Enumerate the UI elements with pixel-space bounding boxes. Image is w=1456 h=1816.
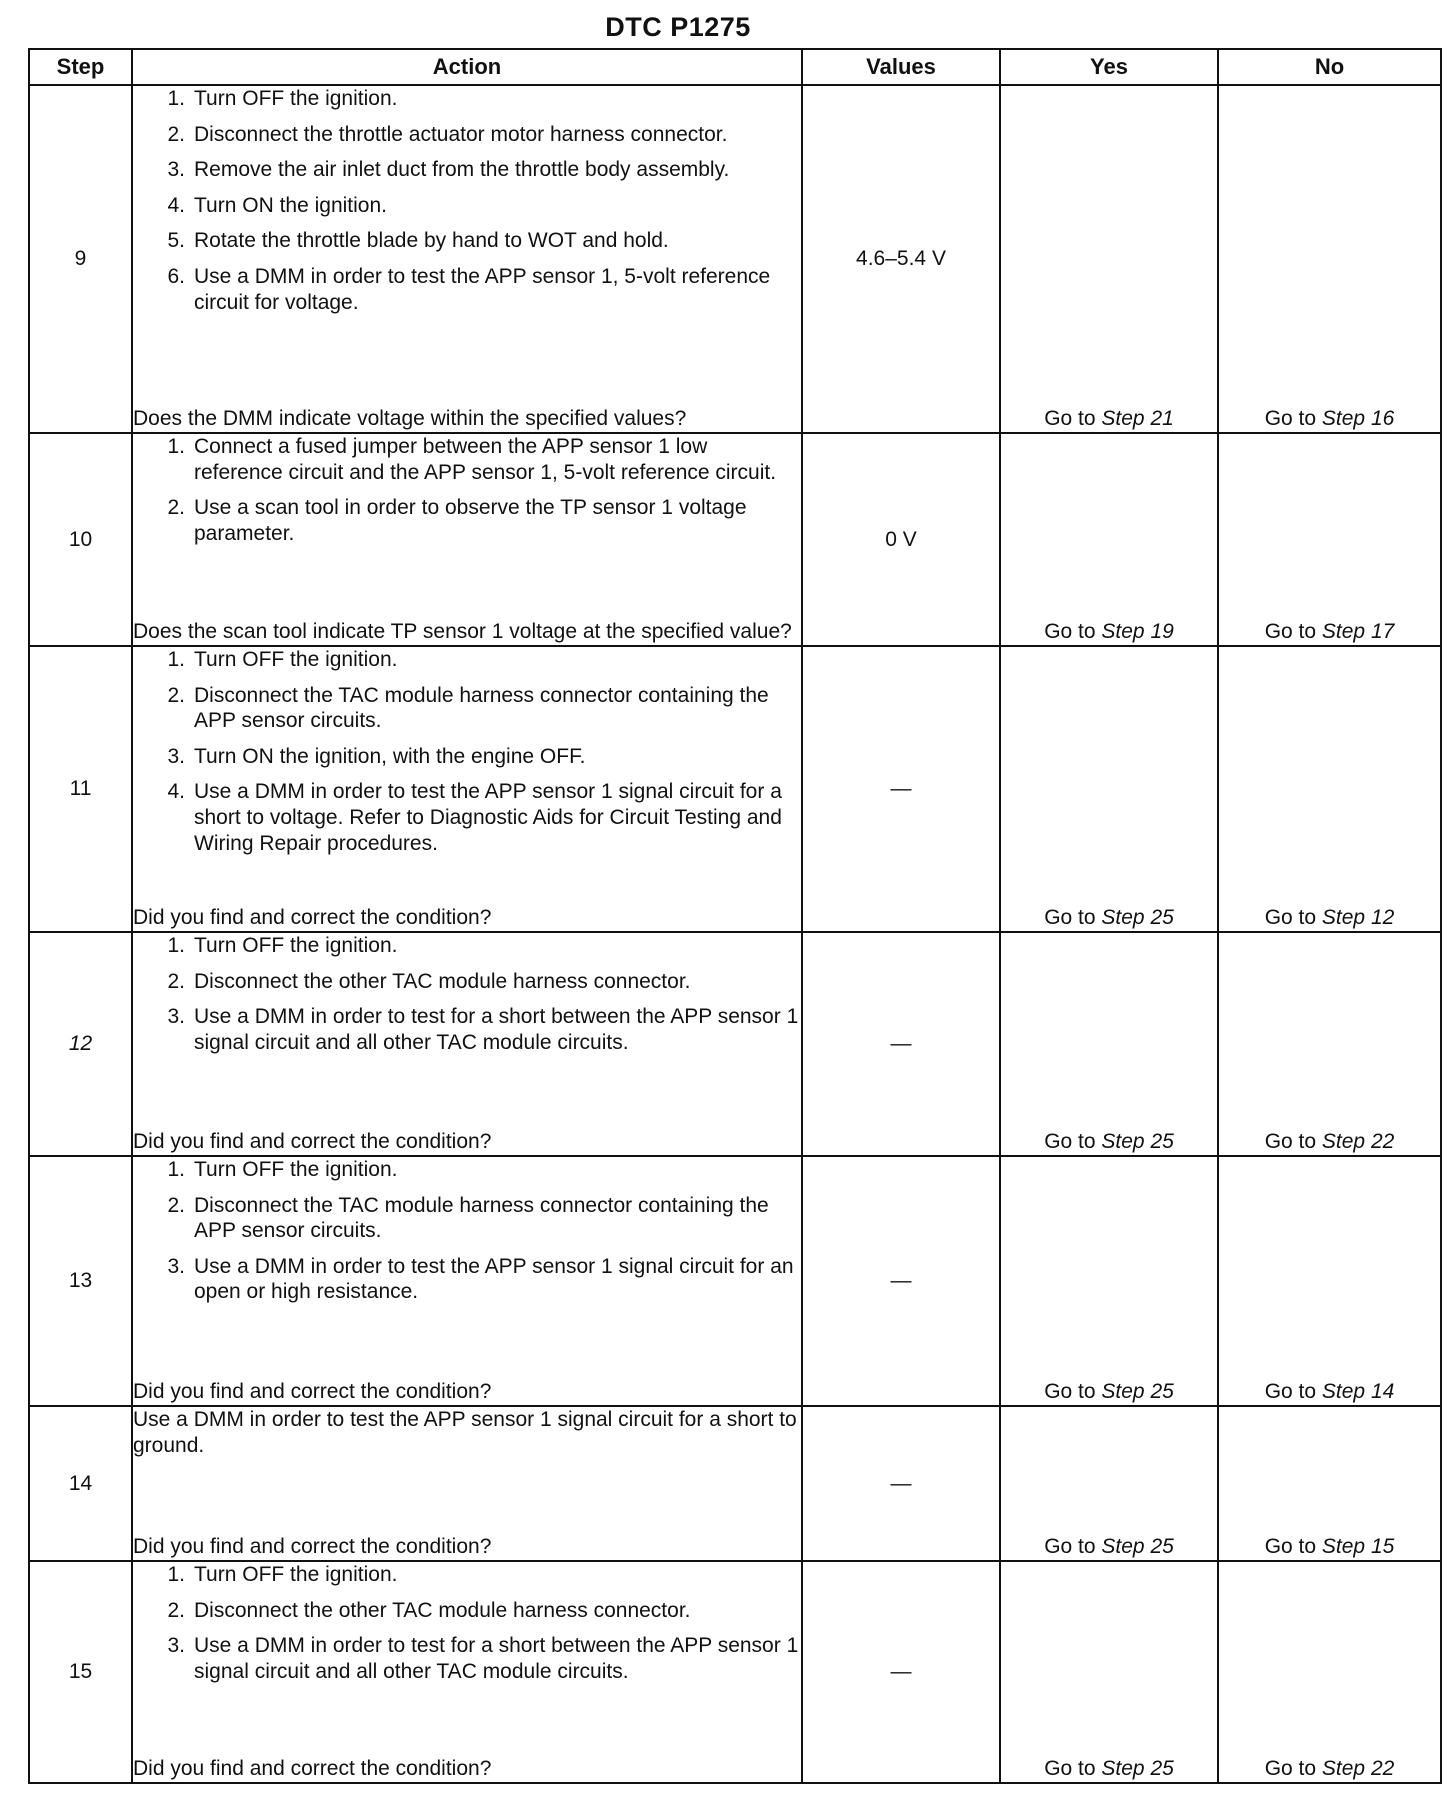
step-number: 12 (29, 932, 132, 1156)
action-step-text: Use a DMM in order to test for a short between the APP sensor 1 signal circuit and all other TAC module circuits. (194, 1634, 799, 1683)
step-number: 10 (29, 433, 132, 646)
action-step-text: Turn ON the ignition. (194, 193, 387, 217)
value-cell: — (802, 1406, 1000, 1561)
document-title: DTC P1275 (605, 12, 751, 42)
goto-step-link: Step 22 (1321, 1130, 1395, 1154)
action-step-text: Connect a fused jumper between the APP sensor 1 low reference circuit and the APP sensor 1, 5-volt reference circuit. (194, 435, 777, 484)
yes-goto (1000, 646, 1218, 932)
step-number: 9 (29, 85, 132, 433)
goto-step-link: Step 25 (1101, 1380, 1174, 1404)
action-step-number: 3. (167, 1634, 185, 1658)
action-step-text: Turn OFF the ignition. (194, 87, 398, 110)
goto-step-link: Step 25 (1101, 1757, 1174, 1781)
action-step-text: Use a DMM in order to test the APP sensor 1 signal circuit for an open or high resistance. (194, 1254, 794, 1304)
value-cell: — (802, 932, 1000, 1156)
action-question: Did you find and correct the condition? (133, 1757, 492, 1781)
value-cell: — (802, 1561, 1000, 1783)
no-goto (1218, 433, 1441, 646)
value-cell: 0 V (802, 433, 1000, 646)
action-cell (132, 1406, 802, 1561)
yes-goto (1000, 1561, 1218, 1783)
action-step-number: 3. (167, 1254, 185, 1278)
goto-step-link: Step 19 (1101, 620, 1174, 644)
goto-step-link: Step 17 (1321, 620, 1395, 644)
value-cell: — (802, 646, 1000, 932)
action-content (133, 1157, 801, 1405)
action-step-text: Turn OFF the ignition. (194, 934, 398, 957)
goto-prefix: Go to (1264, 1380, 1317, 1404)
goto-step-link: Step 25 (1101, 906, 1174, 930)
step-number: 14 (29, 1406, 132, 1561)
table-row (29, 433, 1441, 646)
goto-step-link: Step 25 (1101, 1535, 1174, 1559)
action-step-number: 5. (167, 229, 185, 253)
action-step-number: 2. (167, 683, 185, 707)
action-cell (132, 932, 802, 1156)
yes-goto (1000, 932, 1218, 1156)
action-step (133, 744, 801, 770)
action-step-text: Disconnect the TAC module harness connector containing the APP sensor circuits. (194, 1193, 769, 1243)
action-step-number: 2. (167, 1598, 185, 1622)
action-step (133, 1157, 801, 1183)
no-goto (1218, 932, 1441, 1156)
action-content (133, 1407, 801, 1560)
action-step (133, 779, 801, 856)
action-step-number: 2. (167, 969, 185, 993)
action-step-text: Use a DMM in order to test for a short between the APP sensor 1 signal circuit and all other TAC module circuits. (194, 1005, 799, 1054)
action-cell (132, 433, 802, 646)
goto-prefix: Go to (1044, 906, 1096, 930)
action-step (133, 1254, 801, 1305)
table-body (29, 85, 1441, 1783)
action-step-number: 1. (167, 1563, 185, 1586)
action-cell (132, 1156, 802, 1406)
goto-prefix: Go to (1264, 1535, 1317, 1559)
action-content (133, 434, 801, 645)
no-goto (1218, 85, 1441, 433)
action-question: Does the DMM indicate voltage within the specified values? (133, 407, 687, 431)
step-number: 11 (29, 646, 132, 932)
header-yes: Yes (1000, 49, 1218, 85)
action-step-text: Disconnect the other TAC module harness connector. (194, 1598, 691, 1622)
diagnostic-table (28, 48, 1442, 1784)
action-step-text: Turn OFF the ignition. (194, 648, 398, 671)
action-steps-list (133, 86, 801, 319)
action-question: Did you find and correct the condition? (133, 1130, 492, 1154)
action-content (133, 933, 801, 1155)
action-step-number: 3. (167, 1005, 185, 1029)
no-goto (1218, 1406, 1441, 1561)
action-step (133, 683, 801, 734)
yes-goto (1000, 433, 1218, 646)
goto-prefix: Go to (1264, 1130, 1317, 1154)
header-action: Action (132, 49, 802, 85)
action-step-number: 1. (167, 435, 185, 458)
action-step-number: 2. (167, 1193, 185, 1217)
action-step-text: Turn ON the ignition, with the engine OFF. (194, 744, 586, 768)
action-steps-list (133, 434, 801, 550)
header-no: No (1218, 49, 1441, 85)
header-values: Values (802, 49, 1000, 85)
action-step-number: 3. (167, 744, 185, 768)
action-step (133, 122, 801, 148)
action-step (133, 86, 801, 112)
no-goto (1218, 1156, 1441, 1406)
goto-step-link: Step 14 (1321, 1380, 1395, 1404)
action-step (133, 969, 801, 995)
action-step-text: Use a scan tool in order to observe the TP sensor 1 voltage parameter. (194, 496, 747, 545)
action-steps-list (133, 1157, 801, 1309)
action-step (133, 1193, 801, 1244)
action-step-number: 2. (167, 496, 185, 520)
action-steps-list (133, 647, 801, 860)
action-step (133, 1633, 801, 1684)
value-cell: — (802, 1156, 1000, 1406)
action-step-number: 4. (167, 780, 185, 804)
step-number: 15 (29, 1561, 132, 1783)
yes-goto (1000, 1156, 1218, 1406)
goto-step-link: Step 21 (1101, 407, 1174, 431)
table-header-row (29, 49, 1441, 85)
table-row (29, 1561, 1441, 1783)
goto-step-link: Step 12 (1321, 906, 1395, 930)
action-step-text: Disconnect the TAC module harness connector containing the APP sensor circuits. (194, 683, 769, 733)
action-text: Use a DMM in order to test the APP sensor 1 signal circuit for a short to ground. (133, 1408, 797, 1457)
action-step (133, 1598, 801, 1624)
action-step (133, 933, 801, 959)
action-content (133, 647, 801, 931)
action-step-text: Use a DMM in order to test the APP sensor 1 signal circuit for a short to voltage. Refer to Diagnostic Aids for Circuit Testing and Wiring Repair procedures. (194, 780, 782, 855)
action-step-number: 6. (167, 265, 185, 289)
action-question: Did you find and correct the condition? (133, 1535, 492, 1559)
no-goto (1218, 646, 1441, 932)
action-step-text: Disconnect the throttle actuator motor harness connector. (194, 122, 728, 146)
action-step-number: 1. (167, 648, 185, 671)
action-cell (132, 85, 802, 433)
action-step-text: Turn OFF the ignition. (194, 1563, 398, 1586)
table-row (29, 1406, 1441, 1561)
action-cell (132, 646, 802, 932)
action-step (133, 1004, 801, 1055)
table-row (29, 646, 1441, 932)
goto-prefix: Go to (1044, 1130, 1096, 1154)
goto-prefix: Go to (1044, 1380, 1096, 1404)
goto-prefix: Go to (1264, 407, 1317, 431)
action-step-text: Use a DMM in order to test the APP sensor 1, 5-volt reference circuit for voltage. (194, 265, 771, 314)
action-step-text: Remove the air inlet duct from the throttle body assembly. (194, 158, 730, 182)
goto-step-link: Step 16 (1321, 407, 1395, 431)
yes-goto (1000, 1406, 1218, 1561)
action-step (133, 495, 801, 546)
goto-prefix: Go to (1044, 1535, 1096, 1559)
action-question: Did you find and correct the condition? (133, 1380, 492, 1404)
step-number: 13 (29, 1156, 132, 1406)
action-steps-list (133, 1562, 801, 1688)
goto-prefix: Go to (1044, 1757, 1096, 1781)
yes-goto (1000, 85, 1218, 433)
goto-prefix: Go to (1264, 906, 1317, 930)
action-step (133, 647, 801, 673)
action-step-text: Disconnect the other TAC module harness connector. (194, 969, 691, 993)
action-question: Does the scan tool indicate TP sensor 1 voltage at the specified value? (133, 620, 792, 644)
action-step (133, 157, 801, 183)
action-step (133, 264, 801, 315)
action-step-number: 3. (167, 158, 185, 182)
goto-prefix: Go to (1264, 620, 1317, 644)
action-step (133, 1562, 801, 1588)
action-content (133, 1562, 801, 1782)
action-step (133, 193, 801, 219)
goto-prefix: Go to (1044, 620, 1096, 644)
goto-step-link: Step 15 (1321, 1535, 1395, 1559)
action-question: Did you find and correct the condition? (133, 906, 492, 930)
goto-step-link: Step 25 (1101, 1130, 1174, 1154)
action-step (133, 228, 801, 254)
action-step-text: Turn OFF the ignition. (194, 1158, 398, 1181)
action-step-number: 1. (167, 934, 185, 957)
action-cell (132, 1561, 802, 1783)
action-content (133, 86, 801, 432)
action-step-number: 1. (167, 87, 185, 110)
action-step-text: Rotate the throttle blade by hand to WOT and hold. (194, 229, 669, 253)
action-step (133, 434, 801, 485)
action-step-number: 2. (167, 122, 185, 146)
table-row (29, 1156, 1441, 1406)
action-steps-list (133, 933, 801, 1059)
action-step-number: 1. (167, 1158, 185, 1181)
header-step: Step (29, 49, 132, 85)
table-row (29, 932, 1441, 1156)
table-row (29, 85, 1441, 433)
goto-prefix: Go to (1264, 1757, 1317, 1781)
goto-prefix: Go to (1044, 407, 1096, 431)
value-cell: 4.6–5.4 V (802, 85, 1000, 433)
action-step-number: 4. (167, 193, 185, 217)
no-goto (1218, 1561, 1441, 1783)
goto-step-link: Step 22 (1321, 1757, 1395, 1781)
